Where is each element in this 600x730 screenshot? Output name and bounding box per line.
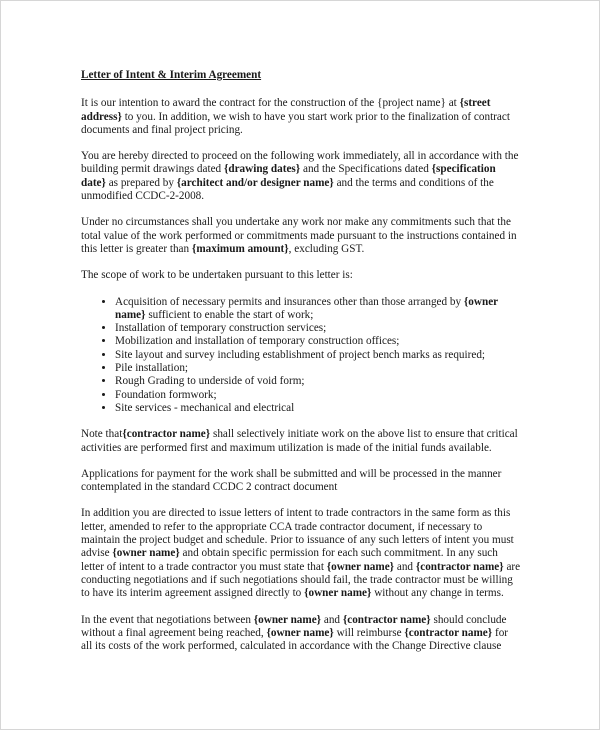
letter-body [81,69,521,666]
paragraph-directive [81,150,521,203]
placeholder-street-address: {street address} [81,97,491,123]
text: will reimburse [333,626,405,639]
text: and [321,613,343,626]
list-item: • Foundation formwork; [115,389,521,402]
text: In addition you are directed to issue letters of intent to trade contractors in the same form as this letter, amended to refer to the appropriate CCA trade contractor document, if necessary to maintain the project budget and schedule. Prior to issuance of any such letters of intent you must advise [81,507,514,560]
placeholder-owner-name: {owner name} [326,560,395,573]
text: should conclude without a final agreement being reached, [81,613,507,639]
placeholder-owner-name: {owner name} [253,613,322,626]
paragraph-note [81,428,521,455]
scope-list [81,296,521,416]
text: are conducting negotiations and if such negotiations should fail, the trade contractor must be willing to have its interim agreement assigned directly to [81,560,521,600]
placeholder-contractor-name: {contractor name} [415,560,504,573]
placeholder-architect-name: {architect and/or designer name} [176,176,334,189]
placeholder-contractor-name: {contractor name} [122,428,211,441]
text: to you. In addition, we wish to have you start work prior to the finalization of contract documents and final project pricing. [81,110,510,136]
text: In the event that negotiations between [81,613,254,626]
list-item: • Site services - mechanical and electrical [115,402,521,415]
paragraph-payment: Applications for payment for the work shall be submitted and will be processed in the manner contemplated in the standard CCDC 2 contract document [81,467,502,494]
placeholder-contractor-name: {contractor name} [342,613,431,626]
paragraph-limit [81,216,521,256]
list-item: • Rough Grading to underside of void form; [115,375,521,388]
placeholder-owner-name: {owner name} [112,547,180,560]
paragraph-scope-intro: The scope of work to be undertaken pursuant to this letter is: [81,269,353,282]
placeholder-owner-name: {owner name} [115,295,498,321]
placeholder-specification-date: {specification date} [81,163,496,189]
placeholder-drawing-dates: {drawing dates} [223,163,301,176]
paragraph-trade-contractors [81,507,521,600]
text: and obtain specific permission for each such commitment. In any such letter of intent to a trade contractor you must state that [81,547,498,573]
text: , excluding GST. [288,242,365,255]
list-item: • Mobilization and installation of temporary construction offices; [115,335,521,348]
text: without any change in terms. [371,587,504,600]
placeholder-contractor-name: {contractor name} [404,626,493,639]
text: as prepared by [105,176,177,189]
text: You are hereby directed to proceed on the following work immediately, all in accordance with the building permit drawings dated [81,150,519,176]
text: for all its costs of the work performed, calculated in accordance with the Change Directive clause [81,626,509,653]
text: sufficient to enable the start of work; [145,308,314,321]
list-item: • Pile installation; [115,362,521,375]
list-item: • Site layout and survey including establishment of project bench marks as required; [115,349,521,362]
text: It is our intention to award the contract for the construction of the {project name} at [81,97,460,110]
document-title: Letter of Intent & Interim Agreement [81,69,262,81]
placeholder-owner-name: {owner name} [304,587,372,600]
text: Note that [81,428,123,441]
text: and [394,560,416,573]
text: Under no circumstances shall you undertake any work nor make any commitments such that the total value of the work performed or commitments made pursuant to the instructions contained in this letter is greater than [81,216,517,255]
list-item [115,296,521,323]
placeholder-maximum-amount: {maximum amount} [191,242,289,255]
list-item: • Installation of temporary construction services; [115,322,521,335]
text: shall selectively initiate work on the above list to ensure that critical activities are performed first and maximum utilization is made of the initial funds available. [81,428,518,454]
text: and the Specifications dated [300,163,432,176]
text: Acquisition of necessary permits and insurances other than those arranged by [115,295,464,308]
paragraph-negotiations [81,614,521,654]
placeholder-owner-name: {owner name} [266,626,334,639]
paragraph-intent [81,97,521,137]
text: and the terms and conditions of the unmodified CCDC-2-2008. [81,176,494,203]
